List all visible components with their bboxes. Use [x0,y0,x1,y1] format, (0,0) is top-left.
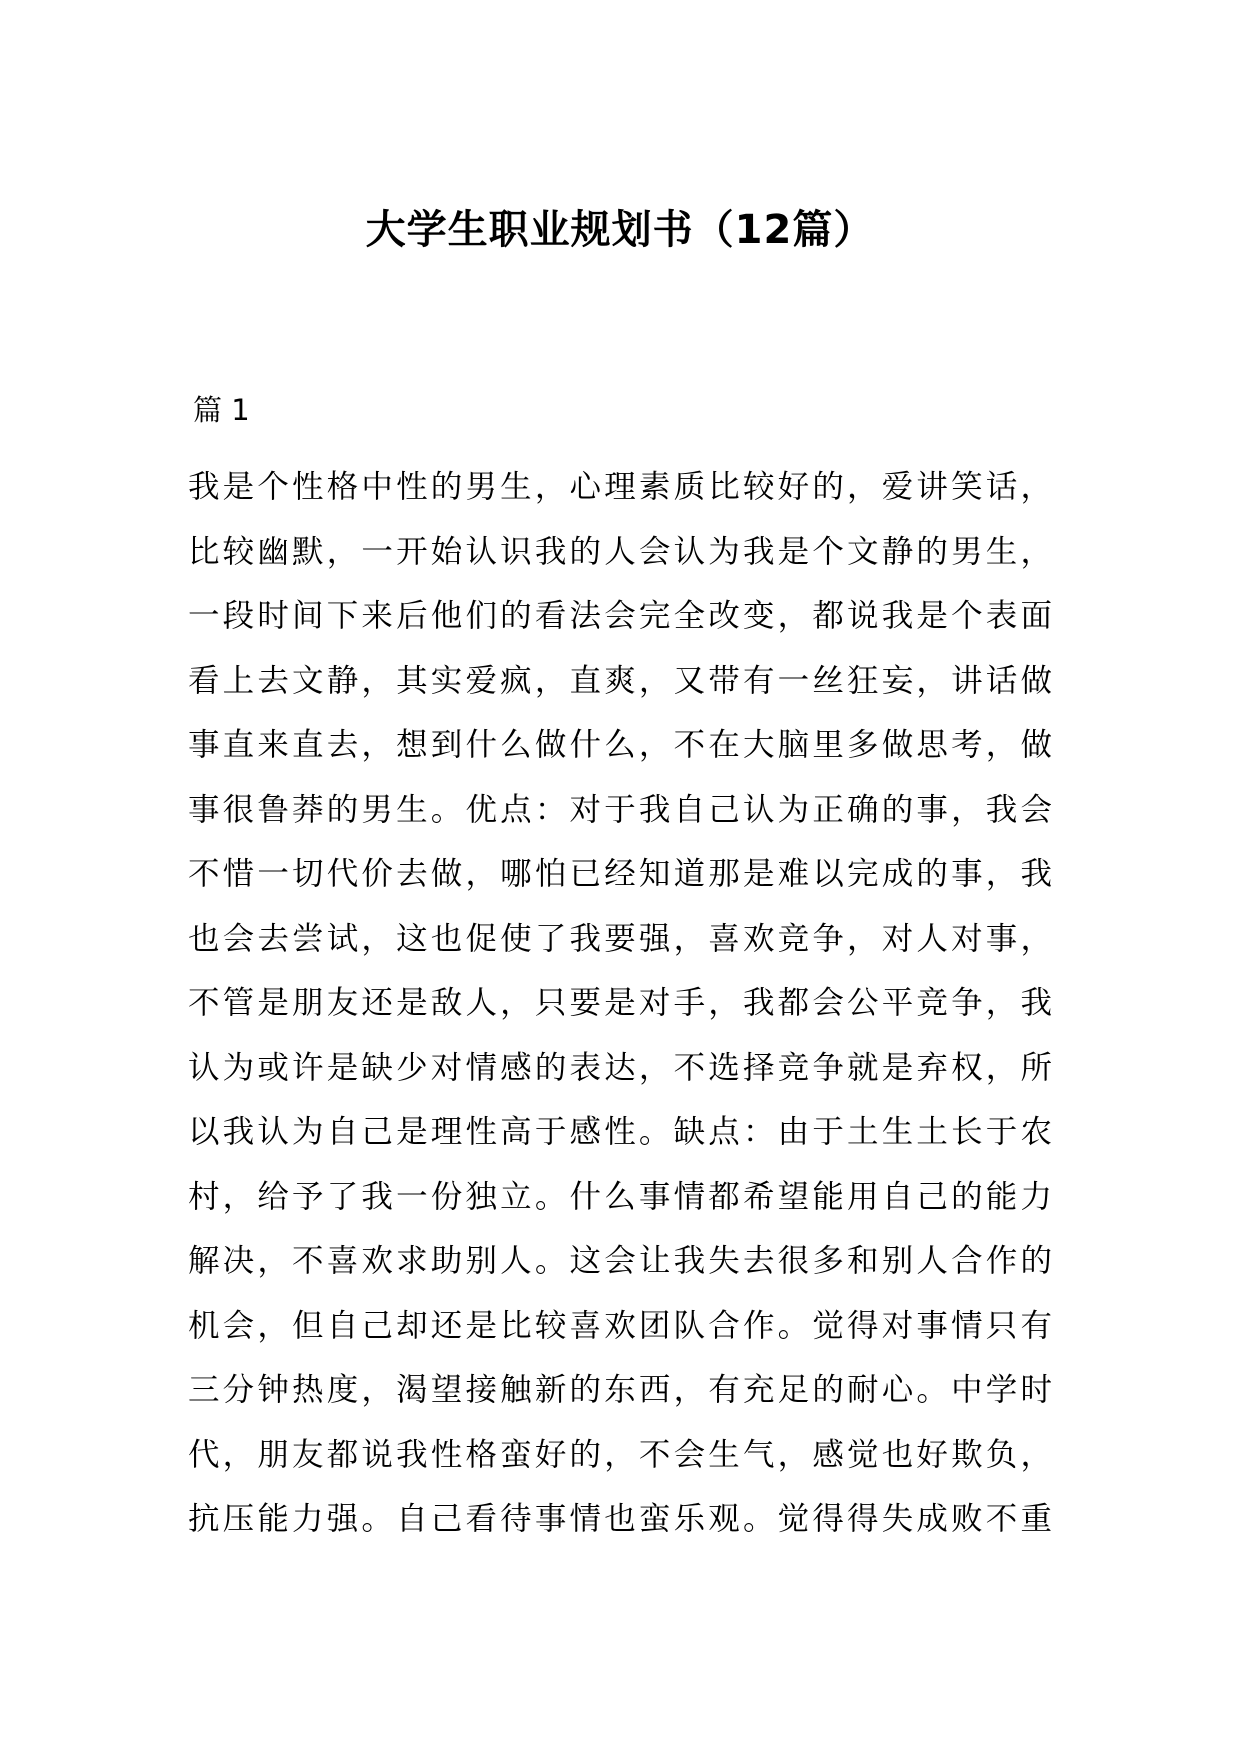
body-line: 我是个性格中性的男生，心理素质比较好的，爱讲笑话， [188,469,1052,505]
body-line: 以我认为自己是理性高于感性。缺点：由于土生土长于农 [188,1114,1052,1150]
section-label: 篇 1 [193,393,250,427]
body-line: 机会，但自己却还是比较喜欢团队合作。觉得对事情只有 [188,1307,1052,1344]
body-text [188,455,1068,1552]
body-line: 抗压能力强。自己看待事情也蛮乐观。觉得得失成败不重 [188,1501,1052,1537]
document-title: 大学生职业规划书（12篇） [365,207,875,253]
body-line: 事直来直去，想到什么做什么，不在大脑里多做思考，做 [188,727,1052,763]
body-line: 认为或许是缺少对情感的表达，不选择竞争就是弃权，所 [188,1049,1052,1086]
body-line: 三分钟热度，渴望接触新的东西，有充足的耐心。中学时 [188,1372,1052,1408]
body-line: 也会去尝试，这也促使了我要强，喜欢竞争，对人对事， [188,920,1052,957]
body-line: 比较幽默，一开始认识我的人会认为我是个文静的男生， [188,533,1052,570]
body-line: 代，朋友都说我性格蛮好的，不会生气，感觉也好欺负， [188,1436,1052,1473]
body-line: 事很鲁莽的男生。优点：对于我自己认为正确的事，我会 [188,791,1052,828]
body-line: 解决，不喜欢求助别人。这会让我失去很多和别人合作的 [188,1243,1052,1279]
body-line: 不惜一切代价去做，哪怕已经知道那是难以完成的事，我 [188,856,1052,892]
body-line: 村，给予了我一份独立。什么事情都希望能用自己的能力 [188,1178,1052,1215]
body-line: 看上去文静，其实爱疯，直爽，又带有一丝狂妄，讲话做 [188,662,1052,699]
body-line: 不管是朋友还是敌人，只要是对手，我都会公平竞争，我 [188,985,1052,1021]
body-line: 一段时间下来后他们的看法会完全改变，都说我是个表面 [188,598,1052,634]
